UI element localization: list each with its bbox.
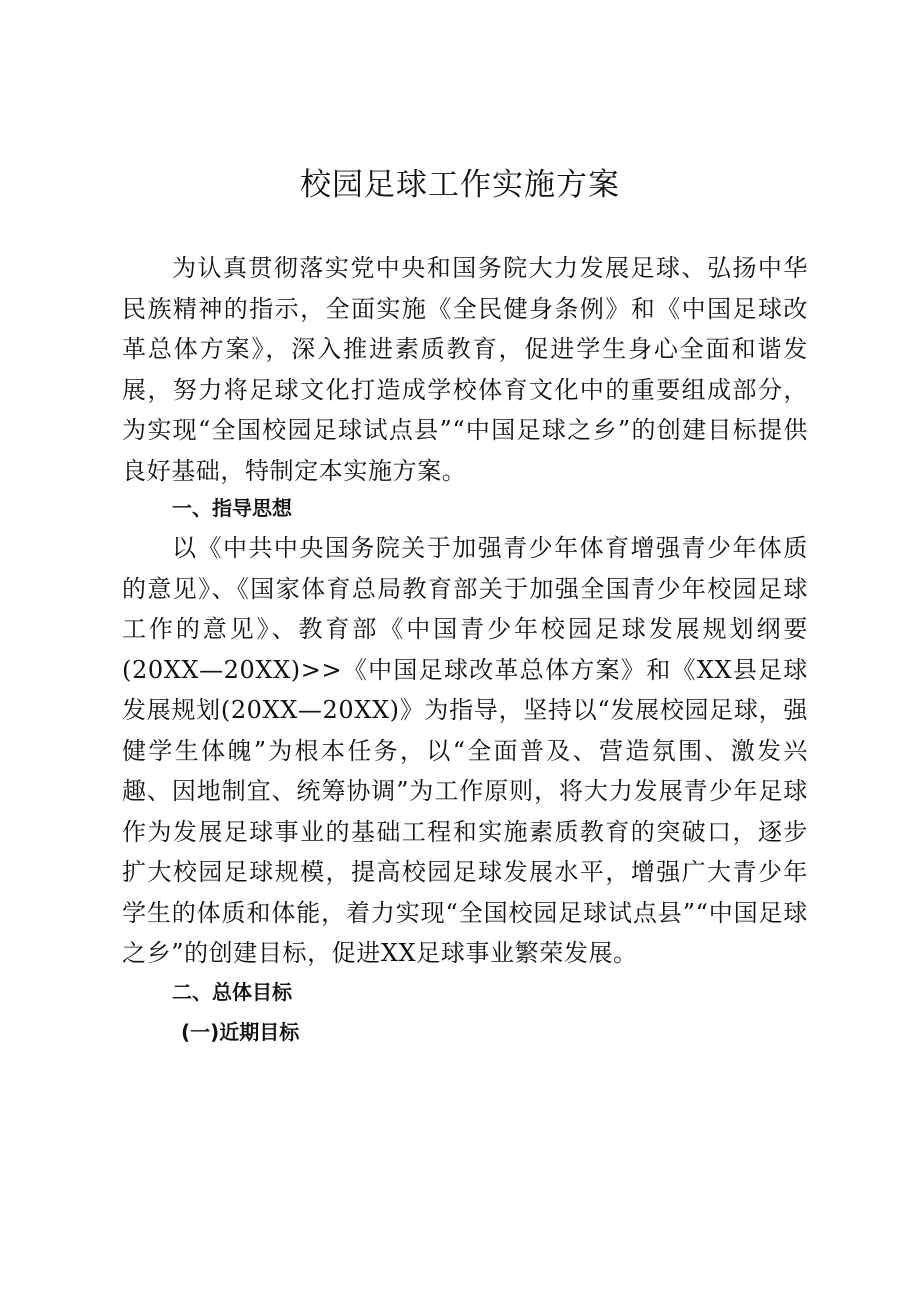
intro-paragraph: 为认真贯彻落实党中央和国务院大力发展足球、弘扬中华民族精神的指示，全面实施《全民健身条例》和《中国足球改革总体方案》，深入推进素质教育，促进学生身心全面和谐发展，努力将足球文化打造成学校体育文化中的重要组成部分，为实现“全国校园足球试点县”“中国足球之乡”的创建目标提供良好基础，特制定本实施方案。 [122, 254, 808, 485]
document-title: 校园足球工作实施方案 [300, 167, 620, 203]
section-heading-overall-goals: 二、总体目标 [172, 980, 292, 1004]
subsection-heading-short-term-goals: (一)近期目标 [181, 1020, 300, 1044]
guiding-ideology-paragraph: 以《中共中央国务院关于加强青少年体育增强青少年体质的意见》、《国家体育总局教育部关于加强全国青少年校园足球工作的意见》、教育部《中国青少年校园足球发展规划纲要(20XX—20XX)>>《中国足球改革总体方案》和《XX县足球发展规划(20XX—20XX)》为指导，坚持以“发展校园足球，强健学生体魄”为根本任务，以“全面普及、营造氛围、激发兴趣、因地制宜、统筹协调”为工作原则，将大力发展青少年足球作为发展足球事业的基础工程和实施素质教育的突破口，逐步扩大校园足球规模，提高校园足球发展水平，增强广大青少年学生的体质和体能，着力实现“全国校园足球试点县”“中国足球之乡”的创建目标，促进XX足球事业繁荣发展。 [122, 534, 808, 967]
section-heading-guiding-ideology: 一、指导思想 [172, 496, 292, 520]
